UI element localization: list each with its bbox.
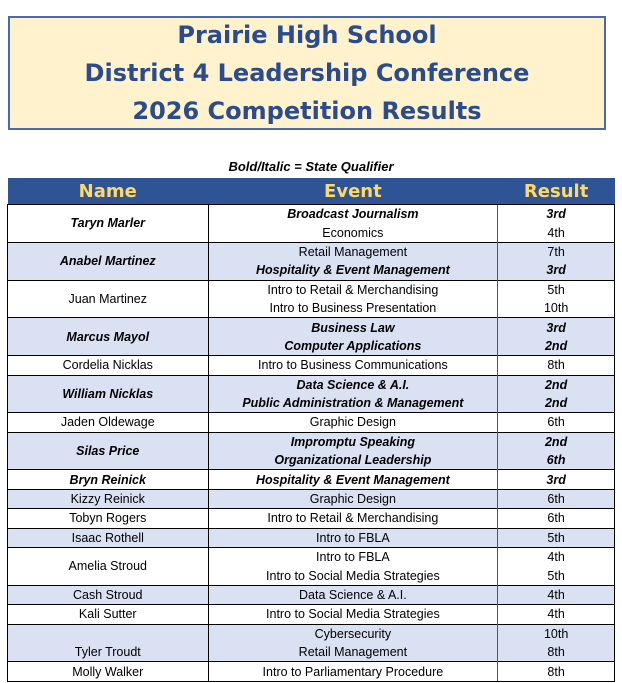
event-cell: Intro to Parliamentary Procedure: [208, 662, 498, 681]
result-cell: 5th: [498, 566, 615, 585]
table-row: [8, 528, 615, 547]
table-row: [8, 318, 615, 337]
student-name: Isaac Rothell: [8, 528, 209, 547]
result-cell: 4th: [498, 605, 615, 624]
result-cell: 6th: [498, 451, 615, 470]
result-cell: 2nd: [498, 337, 615, 356]
result-cell: 6th: [498, 509, 615, 528]
result-cell: 6th: [498, 489, 615, 508]
student-name: Tyler Troudt: [8, 624, 209, 662]
event-cell: Intro to Social Media Strategies: [266, 568, 440, 583]
event-cell: Hospitality & Event Management: [208, 261, 498, 280]
table-row: [8, 205, 615, 224]
student-name: Bryn Reinick: [8, 470, 209, 489]
conference-name: District 4 Leadership Conference: [84, 59, 530, 87]
student-name: Cordelia Nicklas: [8, 356, 209, 375]
table-row: [8, 280, 615, 299]
table-row: [8, 375, 615, 394]
event-cell: Data Science & A.I.: [208, 585, 498, 604]
result-cell: 8th: [498, 643, 615, 662]
result-cell: 4th: [498, 585, 615, 604]
event-cell: Organizational Leadership: [208, 451, 498, 470]
table-row: [8, 470, 615, 489]
event-cell: Intro to Business Communications: [208, 356, 498, 375]
student-name: Jaden Oldewage: [8, 413, 209, 432]
event-cell: Intro to Business Presentation: [269, 301, 437, 316]
event-cell: Cybersecurity: [208, 624, 498, 643]
table-row: [8, 662, 615, 681]
result-cell: 3rd: [498, 470, 615, 489]
event-cell: Broadcast Journalism: [208, 205, 498, 224]
student-name: Juan Martinez: [8, 280, 209, 318]
event-cell: Intro to FBLA: [208, 548, 498, 567]
result-cell: 7th: [498, 242, 615, 261]
table-row: [8, 242, 615, 261]
event-cell: Hospitality & Event Management: [208, 470, 498, 489]
header-row: [8, 178, 615, 205]
student-name: Kali Sutter: [8, 605, 209, 624]
result-cell: 8th: [498, 356, 615, 375]
result-cell: 4th: [498, 223, 615, 242]
school-name: Prairie High School: [177, 21, 437, 49]
table-row: [8, 432, 615, 451]
result-cell: 2nd: [498, 394, 615, 413]
header-name: Name: [8, 178, 209, 205]
event-cell: Computer Applications: [208, 337, 498, 356]
student-name: Silas Price: [8, 432, 209, 470]
results-table: [7, 178, 615, 682]
event-cell: Public Administration & Management: [208, 394, 498, 413]
student-name: Amelia Stroud: [8, 548, 209, 586]
qualifier-legend: Bold/Italic = State Qualifier: [228, 159, 394, 174]
table-row: [8, 413, 615, 432]
event-cell: Retail Management: [208, 643, 498, 662]
student-name: Kizzy Reinick: [8, 489, 209, 508]
result-cell: 5th: [498, 528, 615, 547]
result-cell: 2nd: [498, 432, 615, 451]
result-cell: 3rd: [498, 261, 615, 280]
student-name: William Nicklas: [8, 375, 209, 413]
result-cell: 3rd: [498, 205, 615, 224]
result-cell: 4th: [498, 548, 615, 567]
result-cell: 10th: [498, 624, 615, 643]
table-row: [8, 624, 615, 643]
result-cell: 8th: [498, 662, 615, 681]
result-cell: 10th: [498, 299, 615, 318]
event-cell: Retail Management: [208, 242, 498, 261]
result-cell: 5th: [498, 280, 615, 299]
event-cell: Intro to Retail & Merchandising: [208, 280, 498, 299]
title-box: [8, 16, 606, 130]
result-cell: 2nd: [498, 375, 615, 394]
event-cell: Graphic Design: [208, 413, 498, 432]
event-cell: Intro to FBLA: [208, 528, 498, 547]
results-title: 2026 Competition Results: [132, 97, 482, 125]
table-row: [8, 585, 615, 604]
table-row: [8, 489, 615, 508]
table-row: [8, 548, 615, 567]
student-name: Anabel Martinez: [8, 242, 209, 280]
header-result: Result: [498, 178, 615, 205]
event-cell: Intro to Social Media Strategies: [208, 605, 498, 624]
result-cell: 3rd: [498, 318, 615, 337]
event-cell: Intro to Retail & Merchandising: [208, 509, 498, 528]
result-cell: 6th: [498, 413, 615, 432]
event-cell: Data Science & A.I.: [208, 375, 498, 394]
event-cell: Business Law: [208, 318, 498, 337]
table-row: [8, 605, 615, 624]
event-cell: Impromptu Speaking: [208, 432, 498, 451]
table-row: [8, 356, 615, 375]
student-name: Molly Walker: [8, 662, 209, 681]
event-cell: Graphic Design: [208, 489, 498, 508]
table-row: [8, 509, 615, 528]
student-name: Marcus Mayol: [8, 318, 209, 356]
student-name: Cash Stroud: [8, 585, 209, 604]
student-name: Taryn Marler: [8, 205, 209, 243]
header-event: Event: [208, 178, 498, 205]
student-name: Tobyn Rogers: [8, 509, 209, 528]
event-cell: Economics: [322, 225, 384, 240]
